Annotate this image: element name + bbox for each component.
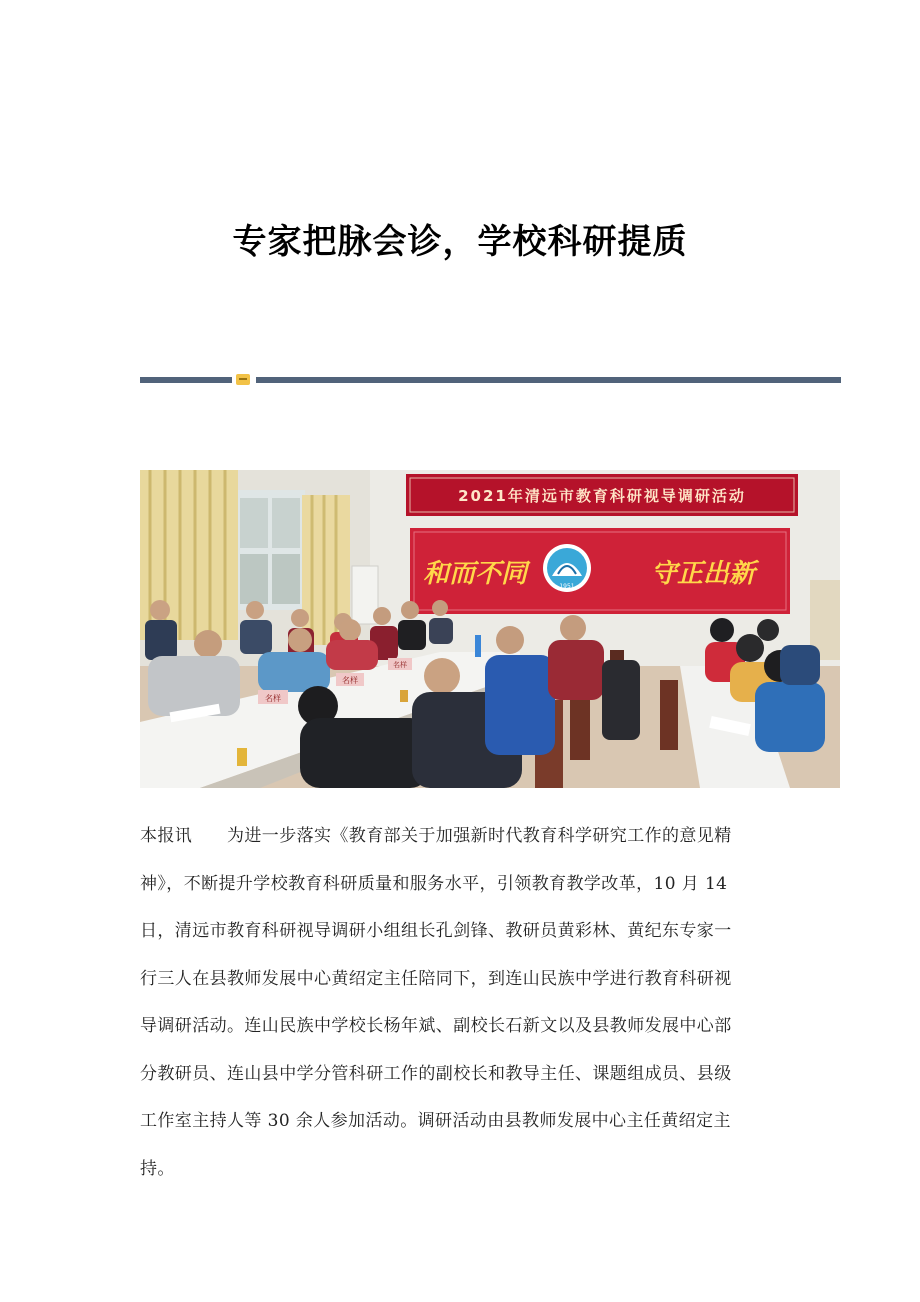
body-line: 神》，不断提升学校教育科研质量和服务水平，引领教育教学改革，10 月 14 — [140, 873, 728, 894]
body-line: 工作室主持人等 30 余人参加活动。调研活动由县教师发展中心主任黄绍定主 — [140, 1111, 731, 1131]
wall-text-left: 和而不同 — [422, 559, 528, 589]
body-line: 日，清远市教育科研视导调研小组组长孔剑锋、教研员黄彩林、黄纪东专家一 — [140, 921, 732, 941]
section-divider — [140, 374, 841, 386]
banner — [406, 474, 798, 516]
meeting-photo — [140, 470, 840, 788]
article-title: 专家把脉会诊，学校科研提质 — [232, 222, 688, 262]
body-line: 导调研活动。连山民族中学校长杨年斌、副校长石新文以及县教师发展中心部 — [140, 1016, 732, 1036]
svg-text:名样: 名样 — [393, 661, 407, 669]
svg-text:名样: 名样 — [265, 694, 281, 703]
body-line: 持。 — [140, 1158, 175, 1179]
banner-text: 2021年清远市教育科研视导调研活动 — [458, 487, 746, 505]
body-line: 本报讯 为进一步落实《教育部关于加强新时代教育科学研究工作的意见精 — [140, 826, 732, 846]
divider-left-bar — [140, 377, 232, 383]
article-body — [140, 813, 780, 1193]
divider-mark-icon — [236, 374, 250, 385]
wall-text-right: 守正出新 — [650, 559, 756, 589]
divider-right-bar — [256, 377, 841, 383]
svg-text:名样: 名样 — [342, 676, 358, 685]
body-line: 行三人在县教师发展中心黄绍定主任陪同下，到连山民族中学进行教育科研视 — [140, 968, 732, 989]
body-line: 分教研员、连山县中学分管科研工作的副校长和教导主任、课题组成员、县级 — [140, 1063, 732, 1084]
svg-text:1951: 1951 — [559, 583, 575, 590]
school-logo-icon — [543, 544, 591, 592]
